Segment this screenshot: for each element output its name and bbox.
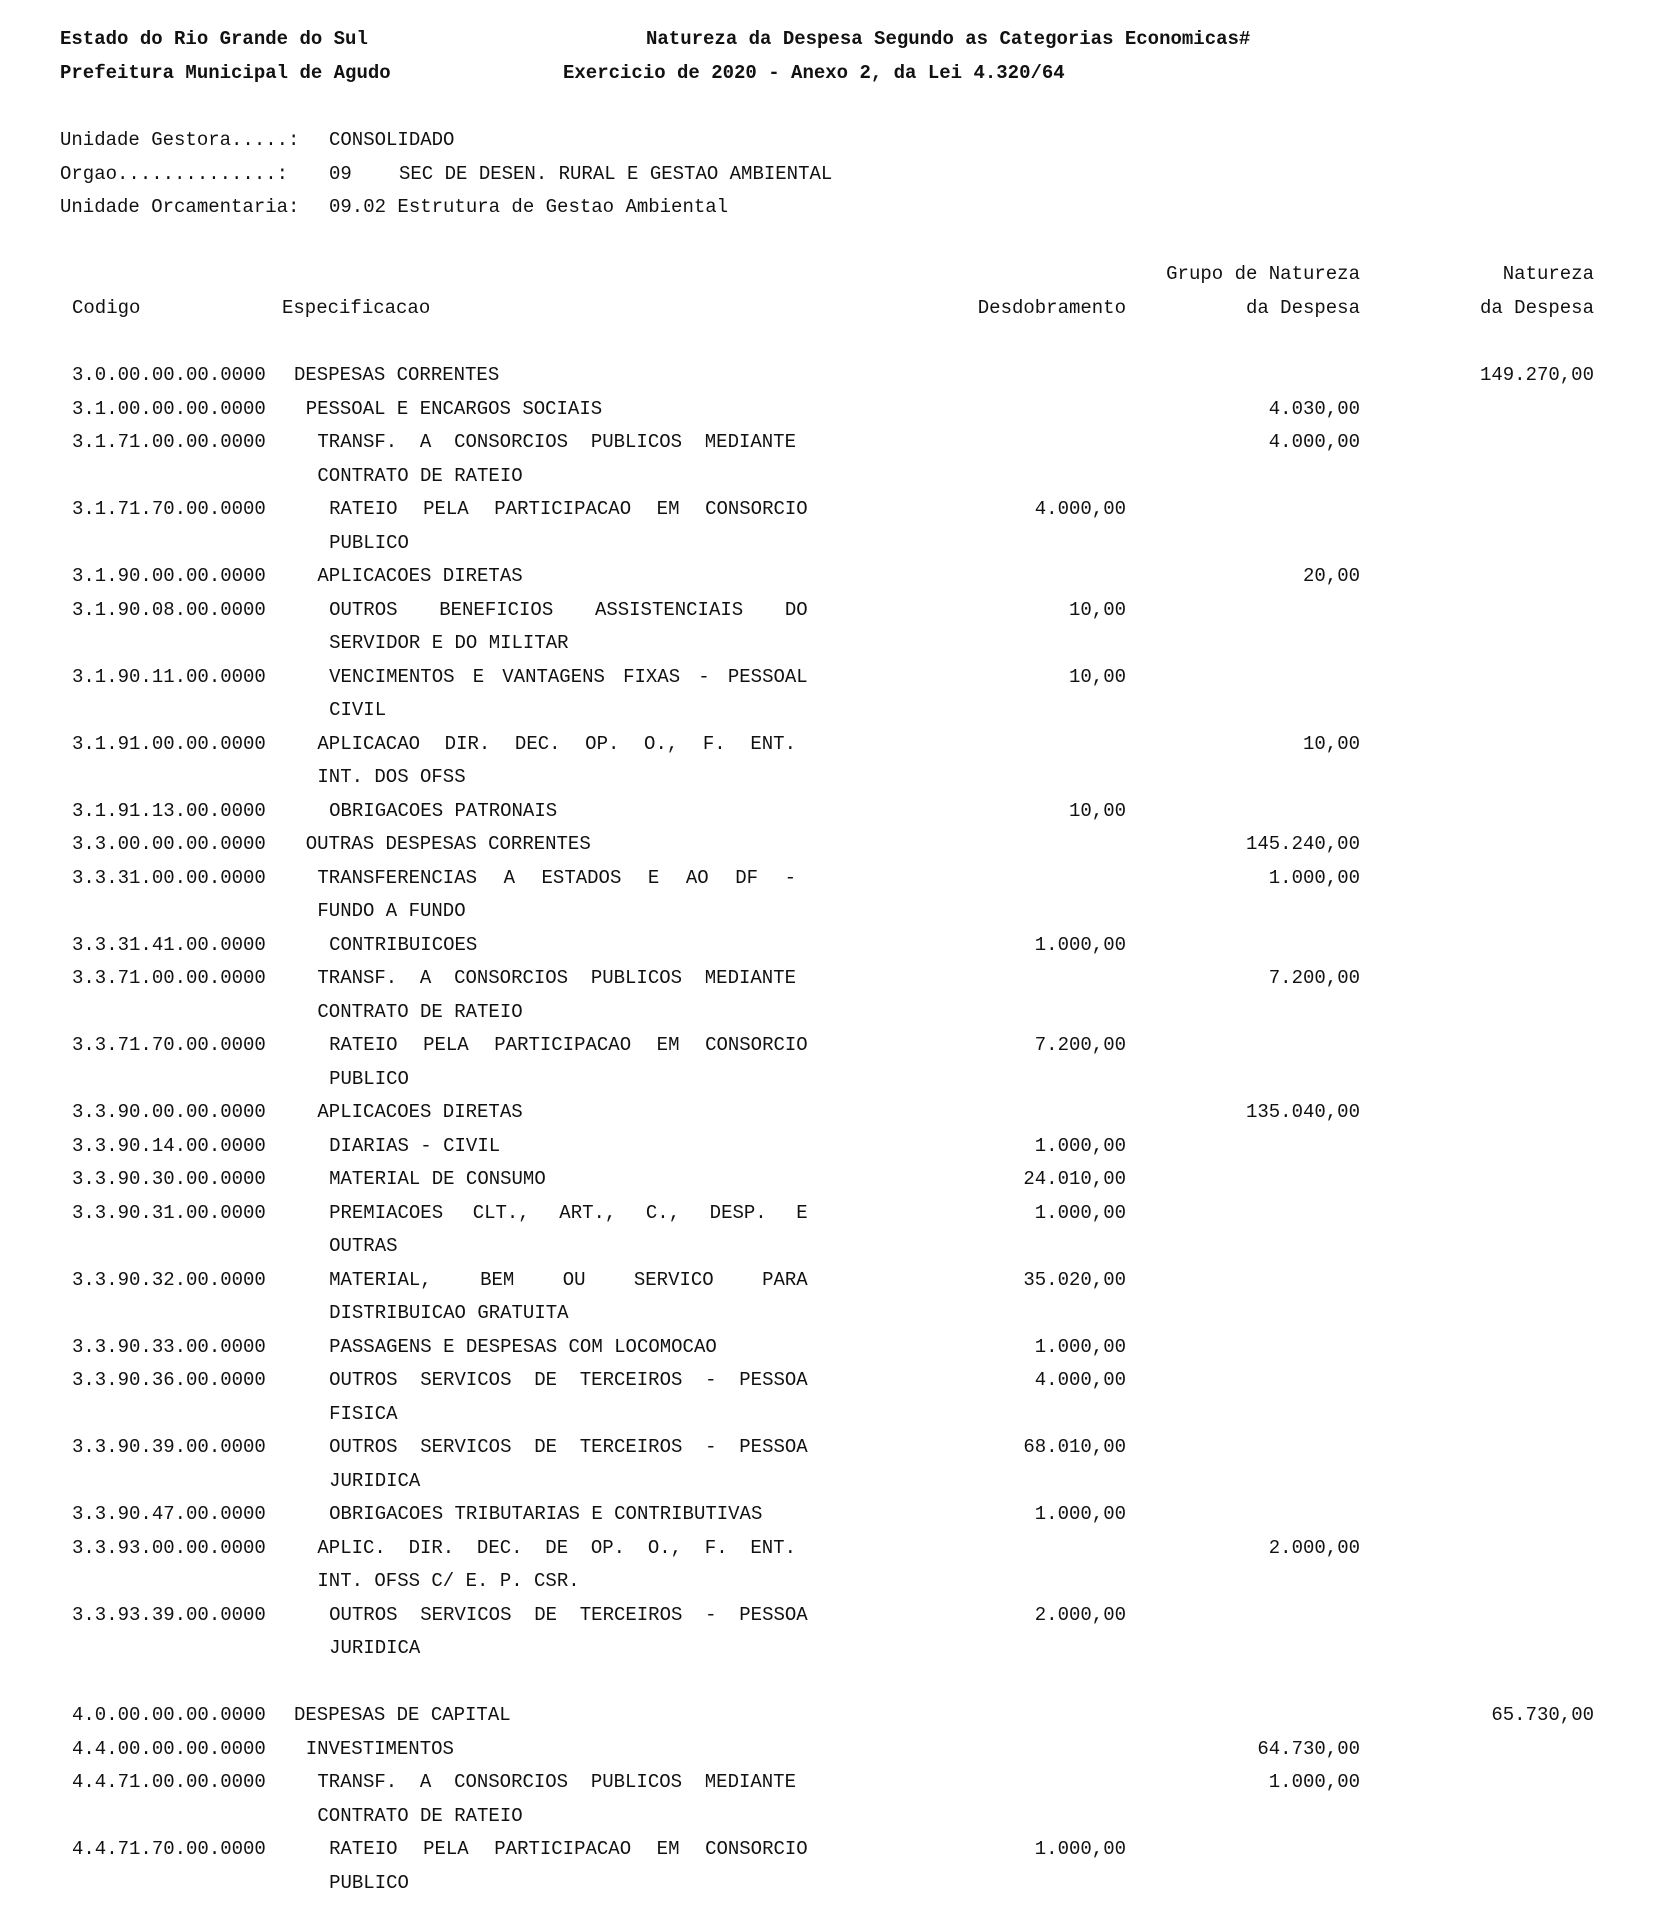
desdobramento-value: 1.000,00 bbox=[1034, 1134, 1126, 1157]
grupo-header-line2: da Despesa bbox=[1245, 297, 1360, 319]
expense-description bbox=[317, 565, 796, 599]
expense-code: 3.1.91.00.00.0000 bbox=[72, 732, 266, 755]
municipality-name: Prefeitura Municipal de Agudo bbox=[60, 62, 391, 84]
expense-description bbox=[329, 1269, 808, 1336]
expense-description bbox=[329, 800, 808, 834]
desdobramento-value: 1.000,00 bbox=[1034, 1201, 1126, 1224]
description-line: VENCIMENTOS E VANTAGENS FIXAS - PESSOAL bbox=[329, 665, 808, 688]
expense-description bbox=[317, 967, 796, 1034]
description-line: PREMIACOES CLT., ART., C., DESP. E bbox=[329, 1201, 808, 1224]
expense-code: 3.3.90.30.00.0000 bbox=[72, 1168, 266, 1190]
grupo-header-line1: Grupo de Natureza bbox=[1166, 263, 1360, 285]
expense-code: 3.3.31.00.00.0000 bbox=[72, 866, 266, 889]
desdobramento-value: 10,00 bbox=[1068, 665, 1126, 688]
expense-description bbox=[317, 867, 796, 934]
desdobramento-value: 68.010,00 bbox=[1023, 1436, 1126, 1458]
orgao-label: Orgao..............: bbox=[60, 163, 289, 185]
expense-description bbox=[317, 1101, 796, 1135]
description-line: PUBLICO bbox=[329, 1871, 409, 1894]
description-line: CONTRIBUICOES bbox=[329, 933, 478, 956]
description-line: OBRIGACOES TRIBUTARIAS E CONTRIBUTIVAS bbox=[329, 1503, 763, 1525]
description-line: CONTRATO DE RATEIO bbox=[317, 1804, 523, 1827]
expense-description bbox=[329, 666, 808, 733]
grupo-natureza-value: 4.030,00 bbox=[1268, 397, 1360, 420]
expense-code: 3.3.00.00.00.0000 bbox=[72, 833, 266, 855]
description-line: RATEIO PELA PARTICIPACAO EM CONSORCIO bbox=[329, 498, 808, 520]
desdobramento-value: 1.000,00 bbox=[1034, 1335, 1126, 1358]
expense-description bbox=[306, 398, 796, 432]
description-line: MATERIAL, BEM OU SERVICO PARA bbox=[329, 1268, 808, 1291]
description-line: TRANSF. A CONSORCIOS PUBLICOS MEDIANTE bbox=[317, 1771, 796, 1793]
grupo-natureza-value: 7.200,00 bbox=[1268, 967, 1360, 989]
expense-description bbox=[317, 1771, 796, 1838]
description-line: OUTROS BENEFICIOS ASSISTENCIAIS DO bbox=[329, 598, 808, 621]
expense-code: 3.1.71.00.00.0000 bbox=[72, 431, 266, 453]
expense-code: 3.1.90.00.00.0000 bbox=[72, 565, 266, 587]
desdobramento-value: 4.000,00 bbox=[1034, 498, 1126, 520]
desdobramento-value: 35.020,00 bbox=[1023, 1268, 1126, 1291]
expense-description bbox=[329, 1369, 808, 1436]
expense-code: 3.3.90.47.00.0000 bbox=[72, 1503, 266, 1525]
description-line: JURIDICA bbox=[329, 1469, 421, 1492]
grupo-natureza-value: 20,00 bbox=[1302, 565, 1360, 587]
expense-code: 4.0.00.00.00.0000 bbox=[72, 1704, 266, 1726]
natureza-header-line2: da Despesa bbox=[1479, 297, 1594, 319]
description-line: OUTROS SERVICOS DE TERCEIROS - PESSOA bbox=[329, 1603, 808, 1626]
expense-description bbox=[306, 833, 796, 867]
desdobramento-value: 1.000,00 bbox=[1034, 1503, 1126, 1525]
expense-description bbox=[329, 1168, 808, 1202]
description-line: APLIC. DIR. DEC. DE OP. O., F. ENT. bbox=[317, 1536, 796, 1559]
desdobramento-value: 1.000,00 bbox=[1034, 933, 1126, 956]
desdobramento-value: 10,00 bbox=[1068, 598, 1126, 621]
desdobramento-header: Desdobramento bbox=[977, 297, 1126, 319]
unidade-orcamentaria-value: 09.02 Estrutura de Gestao Ambiental bbox=[329, 196, 729, 218]
desdobramento-value: 10,00 bbox=[1068, 799, 1126, 822]
grupo-natureza-value: 4.000,00 bbox=[1268, 431, 1360, 453]
unidade-gestora-label: Unidade Gestora.....: bbox=[60, 129, 300, 151]
unidade-orcamentaria-label: Unidade Orcamentaria: bbox=[60, 196, 300, 218]
expense-description bbox=[329, 1838, 808, 1905]
grupo-natureza-value: 1.000,00 bbox=[1268, 1771, 1360, 1793]
report-title: Natureza da Despesa Segundo as Categorias Economicas# bbox=[646, 28, 1251, 50]
description-line: SERVIDOR E DO MILITAR bbox=[329, 632, 569, 654]
codigo-header: Codigo bbox=[72, 297, 141, 319]
description-line: APLICACOES DIRETAS bbox=[317, 565, 523, 587]
orgao-name: SEC DE DESEN. RURAL E GESTAO AMBIENTAL bbox=[399, 163, 833, 185]
description-line: INVESTIMENTOS bbox=[305, 1737, 454, 1760]
desdobramento-value: 7.200,00 bbox=[1034, 1034, 1126, 1056]
expense-code: 3.3.31.41.00.0000 bbox=[72, 933, 266, 956]
description-line: OBRIGACOES PATRONAIS bbox=[329, 799, 558, 822]
description-line: DESPESAS CORRENTES bbox=[294, 364, 500, 386]
desdobramento-value: 24.010,00 bbox=[1023, 1168, 1126, 1190]
grupo-natureza-value: 145.240,00 bbox=[1245, 833, 1360, 855]
description-line: RATEIO PELA PARTICIPACAO EM CONSORCIO bbox=[329, 1838, 808, 1860]
description-line: MATERIAL DE CONSUMO bbox=[329, 1168, 546, 1190]
expense-description bbox=[329, 1135, 808, 1169]
report-subtitle: Exercicio de 2020 - Anexo 2, da Lei 4.320/64 bbox=[563, 62, 1065, 84]
expense-description bbox=[317, 733, 796, 800]
expense-description bbox=[329, 1503, 808, 1537]
expense-description bbox=[306, 1738, 796, 1772]
expense-code: 4.4.00.00.00.0000 bbox=[72, 1737, 266, 1760]
natureza-despesa-value: 65.730,00 bbox=[1491, 1704, 1594, 1726]
expense-code: 3.3.90.33.00.0000 bbox=[72, 1335, 266, 1358]
description-line: DIARIAS - CIVIL bbox=[329, 1134, 501, 1157]
especificacao-header: Especificacao bbox=[282, 297, 431, 319]
expense-code: 3.3.71.00.00.0000 bbox=[72, 967, 266, 989]
description-line: RATEIO PELA PARTICIPACAO EM CONSORCIO bbox=[329, 1034, 808, 1056]
expense-description bbox=[294, 1704, 796, 1738]
expense-description bbox=[317, 431, 796, 498]
description-line: INT. OFSS C/ E. P. CSR. bbox=[317, 1570, 580, 1592]
expense-code: 3.3.90.39.00.0000 bbox=[72, 1436, 266, 1458]
expense-code: 3.3.93.00.00.0000 bbox=[72, 1536, 266, 1559]
expense-code: 3.0.00.00.00.0000 bbox=[72, 364, 266, 386]
expense-code: 3.3.71.70.00.0000 bbox=[72, 1034, 266, 1056]
expense-description bbox=[329, 599, 808, 666]
description-line: JURIDICA bbox=[329, 1637, 421, 1659]
description-line: FUNDO A FUNDO bbox=[317, 900, 466, 922]
grupo-natureza-value: 64.730,00 bbox=[1257, 1737, 1360, 1760]
expense-code: 3.3.90.36.00.0000 bbox=[72, 1369, 266, 1391]
expense-code: 3.3.90.00.00.0000 bbox=[72, 1101, 266, 1123]
description-line: TRANSF. A CONSORCIOS PUBLICOS MEDIANTE bbox=[317, 431, 796, 453]
expense-description bbox=[329, 1604, 808, 1671]
description-line: OUTRAS DESPESAS CORRENTES bbox=[305, 833, 591, 855]
expense-description bbox=[329, 934, 808, 968]
description-line: DISTRIBUICAO GRATUITA bbox=[329, 1302, 569, 1324]
natureza-despesa-value: 149.270,00 bbox=[1479, 364, 1594, 386]
expense-code: 3.3.90.32.00.0000 bbox=[72, 1268, 266, 1291]
description-line: DESPESAS DE CAPITAL bbox=[294, 1704, 511, 1726]
description-line: TRANSFERENCIAS A ESTADOS E AO DF - bbox=[317, 866, 796, 889]
description-line: OUTRAS bbox=[329, 1235, 398, 1257]
expense-code: 3.1.91.13.00.0000 bbox=[72, 799, 266, 822]
description-line: FISICA bbox=[329, 1402, 398, 1425]
expense-code: 4.4.71.70.00.0000 bbox=[72, 1838, 266, 1860]
description-line: PUBLICO bbox=[329, 531, 409, 554]
expense-description bbox=[329, 1336, 808, 1370]
expense-code: 4.4.71.00.00.0000 bbox=[72, 1771, 266, 1793]
description-line: TRANSF. A CONSORCIOS PUBLICOS MEDIANTE bbox=[317, 967, 796, 989]
expense-code: 3.3.90.31.00.0000 bbox=[72, 1201, 266, 1224]
description-line: PESSOAL E ENCARGOS SOCIAIS bbox=[305, 397, 603, 420]
expense-code: 3.3.90.14.00.0000 bbox=[72, 1134, 266, 1157]
desdobramento-value: 1.000,00 bbox=[1034, 1838, 1126, 1860]
desdobramento-value: 2.000,00 bbox=[1034, 1603, 1126, 1626]
grupo-natureza-value: 10,00 bbox=[1302, 732, 1360, 755]
desdobramento-value: 4.000,00 bbox=[1034, 1369, 1126, 1391]
description-line: CONTRATO DE RATEIO bbox=[317, 1000, 523, 1023]
state-name: Estado do Rio Grande do Sul bbox=[60, 28, 368, 50]
description-line: PUBLICO bbox=[329, 1067, 409, 1090]
grupo-natureza-value: 2.000,00 bbox=[1268, 1536, 1360, 1559]
expense-code: 3.1.90.08.00.0000 bbox=[72, 598, 266, 621]
description-line: OUTROS SERVICOS DE TERCEIROS - PESSOA bbox=[329, 1436, 808, 1458]
expense-description bbox=[329, 1202, 808, 1269]
description-line: APLICACOES DIRETAS bbox=[317, 1101, 523, 1123]
expense-description bbox=[329, 498, 808, 565]
expense-description bbox=[294, 364, 796, 398]
description-line: APLICACAO DIR. DEC. OP. O., F. ENT. bbox=[317, 732, 796, 755]
grupo-natureza-value: 1.000,00 bbox=[1268, 866, 1360, 889]
description-line: OUTROS SERVICOS DE TERCEIROS - PESSOA bbox=[329, 1369, 808, 1391]
grupo-natureza-value: 135.040,00 bbox=[1245, 1101, 1360, 1123]
unidade-gestora-value: CONSOLIDADO bbox=[329, 129, 455, 151]
expense-description bbox=[329, 1436, 808, 1503]
expense-code: 3.1.71.70.00.0000 bbox=[72, 498, 266, 520]
description-line: CONTRATO DE RATEIO bbox=[317, 464, 523, 487]
expense-description bbox=[317, 1537, 796, 1604]
natureza-header-line1: Natureza bbox=[1502, 263, 1594, 285]
expense-description bbox=[329, 1034, 808, 1101]
expense-code: 3.1.00.00.00.0000 bbox=[72, 397, 266, 420]
description-line: CIVIL bbox=[329, 699, 387, 721]
expense-code: 3.3.93.39.00.0000 bbox=[72, 1603, 266, 1626]
description-line: PASSAGENS E DESPESAS COM LOCOMOCAO bbox=[329, 1335, 717, 1358]
description-line: INT. DOS OFSS bbox=[317, 766, 466, 788]
expense-code: 3.1.90.11.00.0000 bbox=[72, 665, 266, 688]
orgao-code: 09 bbox=[329, 163, 352, 185]
